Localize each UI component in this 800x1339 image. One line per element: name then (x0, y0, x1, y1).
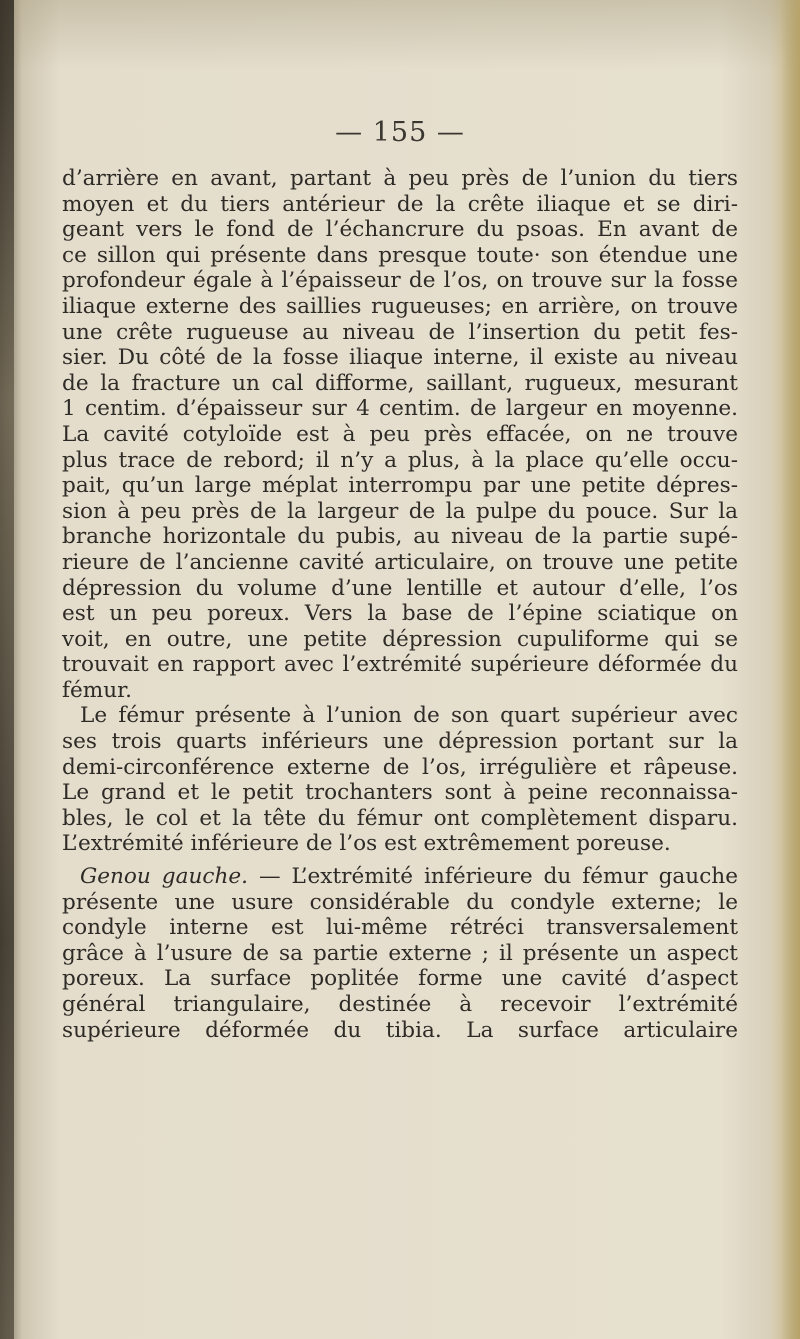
text-line: est un peu poreux. Vers la base de l’épine sciatique on (62, 601, 738, 627)
text-line: ce sillon qui présente dans presque toute· son étendue une (62, 242, 738, 268)
text-line: iliaque externe des saillies rugueuses; en arrière, on trouve (62, 293, 738, 319)
text-line: une crête rugueuse au niveau de l’insertion du petit fes- (62, 319, 738, 345)
section-heading: Genou gauche. (80, 864, 249, 890)
text-line: condyle interne est lui-même rétréci transversalement (62, 915, 738, 941)
text-line: branche horizontale du pubis, au niveau de la partie supé- (62, 524, 738, 550)
text-line: plus trace de rebord; il n’y a plus, à la place qu’elle occu- (62, 447, 738, 473)
text-line: La cavité cotyloïde est à peu près effacée, on ne trouve (62, 421, 738, 447)
text-line (62, 864, 738, 890)
paragraph-3 (62, 864, 738, 1043)
body-text (62, 166, 738, 1043)
text-line: général triangulaire, destinée à recevoir l’extrémité (62, 992, 738, 1017)
paragraph-2 (62, 703, 738, 729)
paragraph-2-cont (62, 729, 738, 857)
text-line: voit, en outre, une petite dépression cupuliforme qui se (62, 626, 738, 652)
text-line: grâce à l’usure de sa partie externe ; il présente un aspect (62, 940, 738, 966)
text-line: trouvait en rapport avec l’extrémité supérieure déformée du (62, 652, 738, 678)
text-line: d’arrière en avant, partant à peu près de l’union du tiers (62, 166, 738, 191)
text-line: rieure de l’ancienne cavité articulaire, on trouve une petite (62, 549, 738, 575)
text-line: Le grand et le petit trochanters sont à peine reconnaissa- (62, 780, 738, 806)
text-line: ses trois quarts inférieurs une dépression portant sur la (62, 729, 738, 755)
text-line: fémur. (62, 677, 132, 703)
text-line: de la fracture un cal difforme, saillant, rugueux, mesurant (62, 370, 738, 396)
text-line: demi-circonférence externe de l’os, irrégulière et râpeuse. (62, 754, 738, 780)
text-line: dépression du volume d’une lentille et autour d’elle, l’os (62, 575, 738, 601)
text-line: poreux. La surface poplitée forme une cavité d’aspect (62, 966, 738, 992)
page-edge (770, 0, 800, 1339)
text-line: L’extrémité inférieure de l’os est extrêmement poreuse. (62, 831, 671, 857)
text-line: moyen et du tiers antérieur de la crête iliaque et se diri- (62, 191, 738, 217)
text-line: supérieure déformée du tibia. La surface articulaire (62, 1017, 738, 1043)
text-line: 1 centim. d’épaisseur sur 4 centim. de largeur en moyenne. (62, 396, 738, 422)
text-line: sion à peu près de la largeur de la pulpe du pouce. Sur la (62, 498, 738, 524)
text-line: geant vers le fond de l’échancrure du psoas. En avant de (62, 217, 738, 243)
paragraph-1 (62, 166, 738, 703)
page-number: — 155 — (335, 117, 465, 148)
text-line: bles, le col et la tête du fémur ont complètement disparu. (62, 805, 738, 831)
text-line: pait, qu’un large méplat interrompu par une petite dépres- (62, 473, 738, 499)
text-line: Le fémur présente à l’union de son quart supérieur avec (80, 703, 738, 729)
text-line: présente une usure considérable du condyle externe; le (62, 889, 738, 915)
text-fragment: — L’extrémité inférieure du fémur gauche (258, 864, 738, 890)
text-line: sier. Du côté de la fosse iliaque interne, il existe au niveau (62, 345, 738, 371)
text-line: profondeur égale à l’épaisseur de l’os, on trouve sur la fosse (62, 268, 738, 294)
